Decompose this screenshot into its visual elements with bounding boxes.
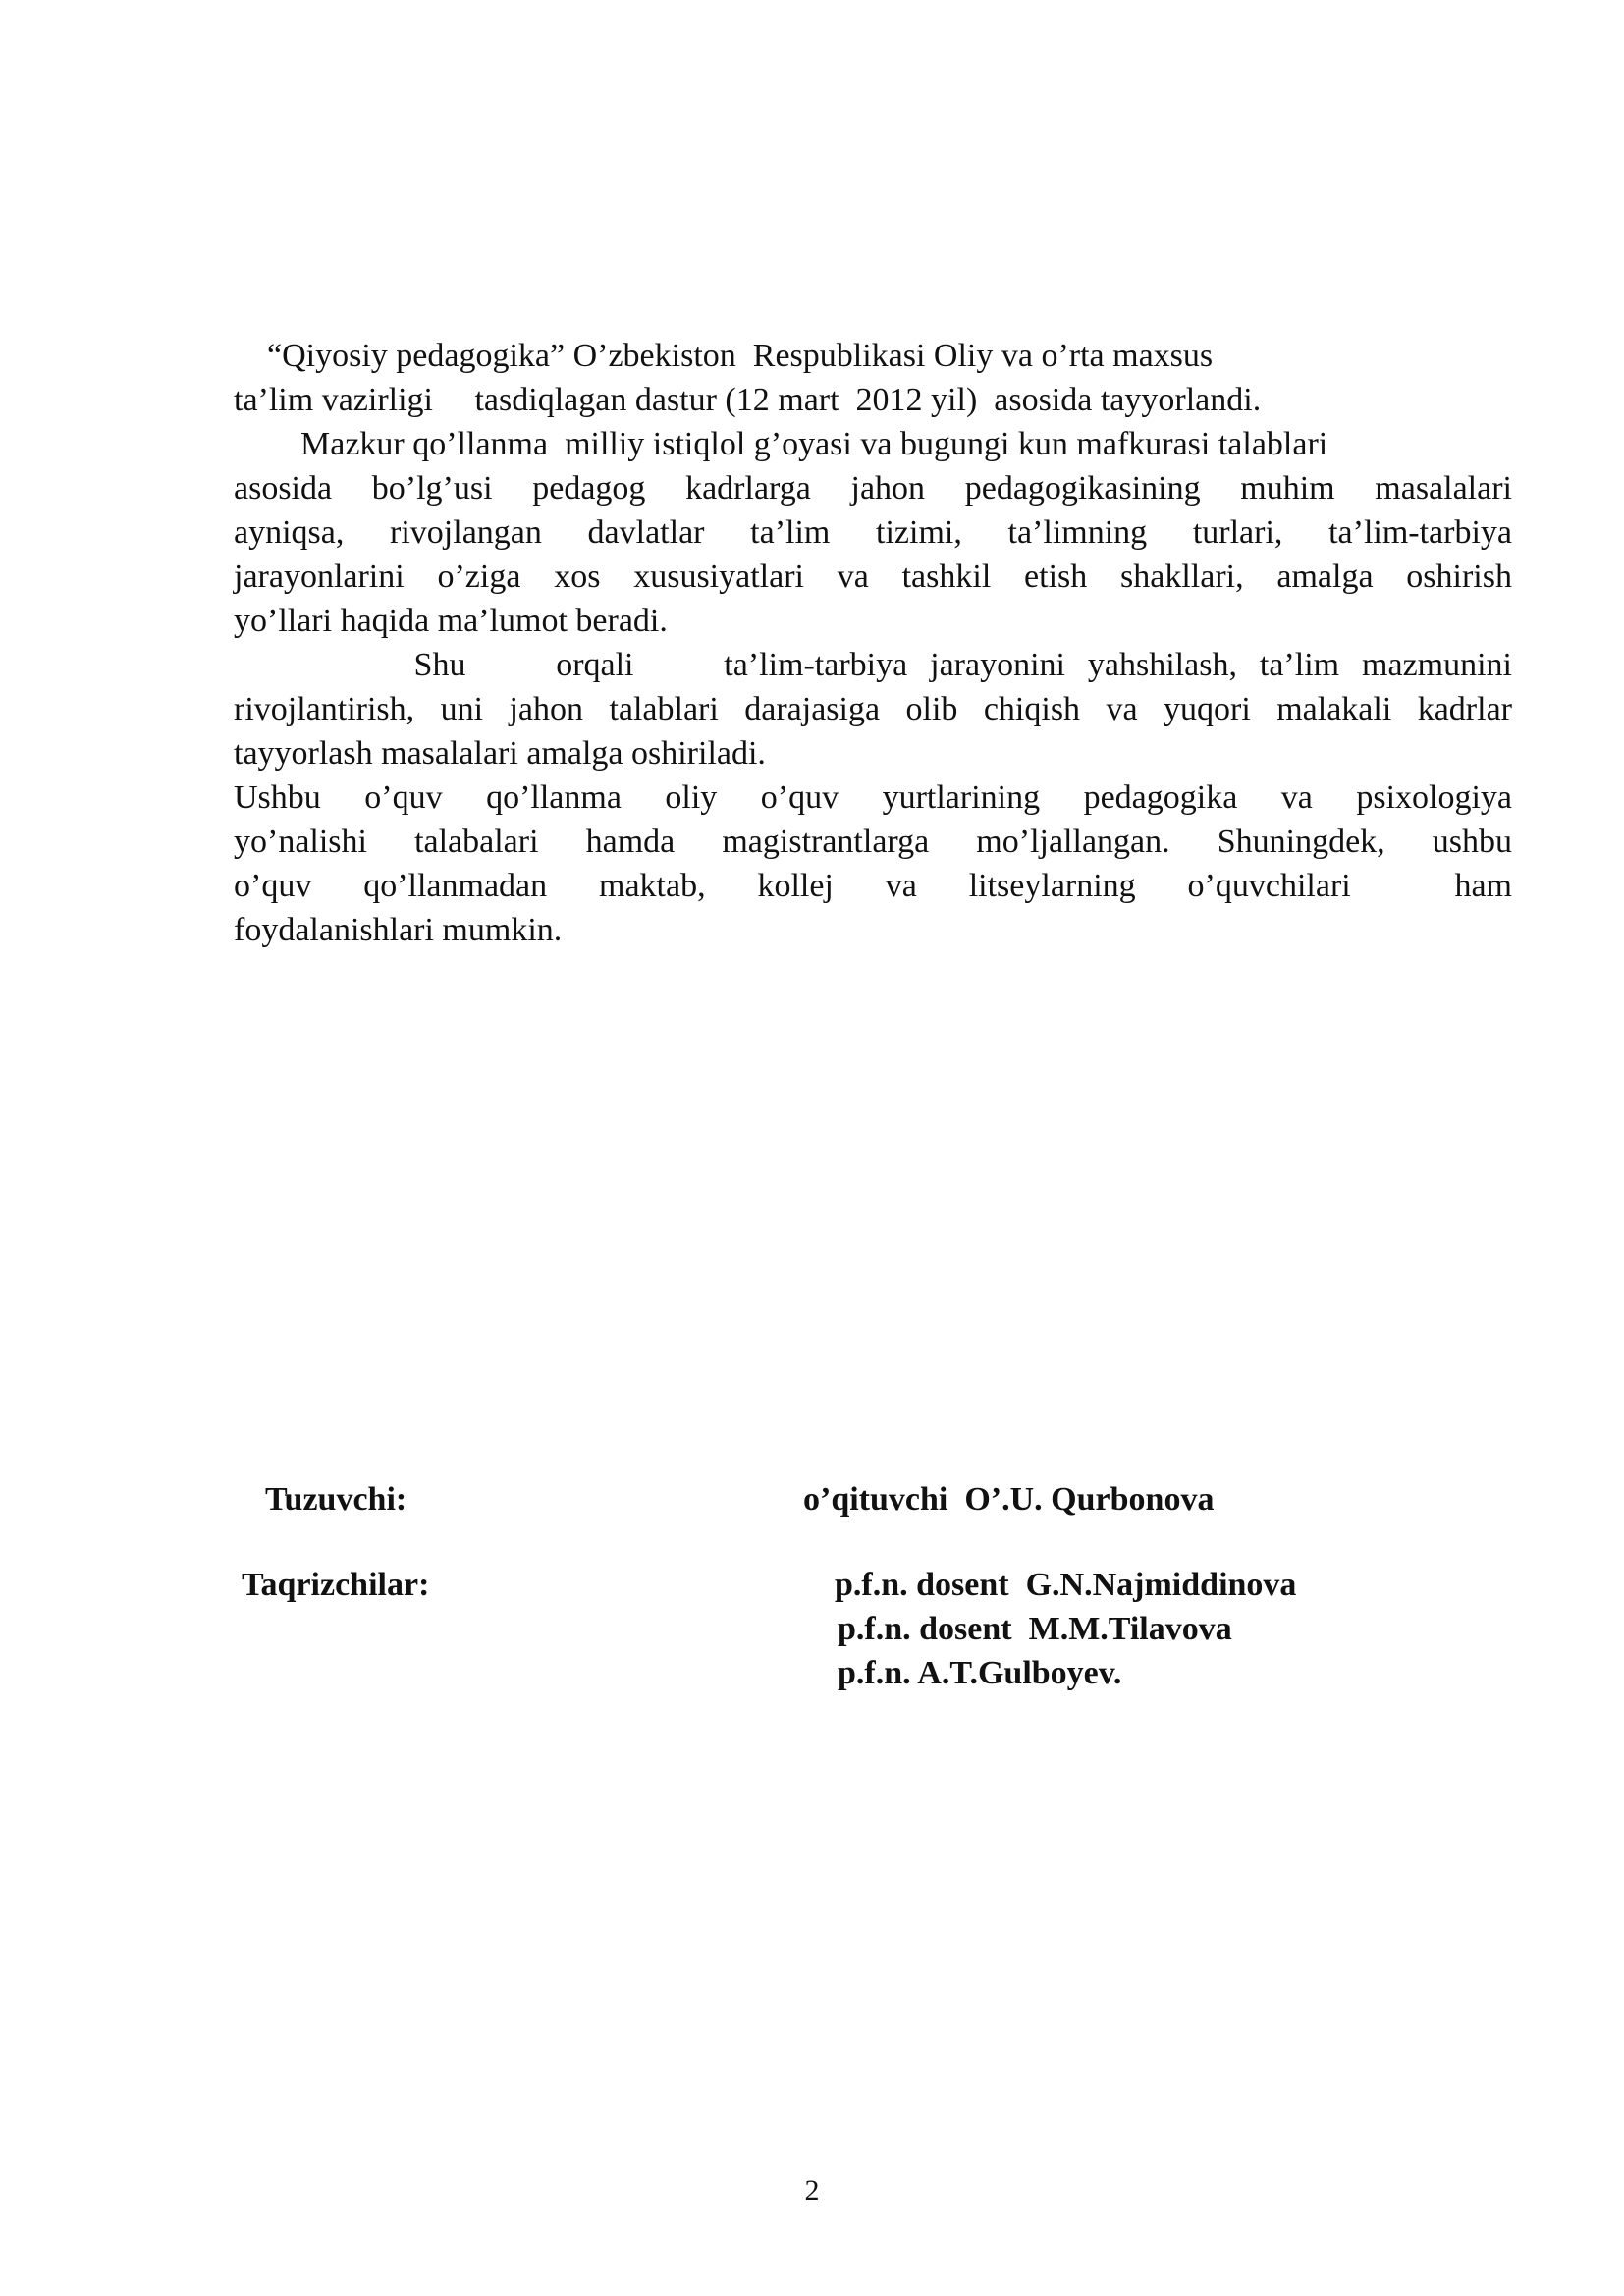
- reviewer-name: p.f.n. dosent G.N.Najmiddinova: [835, 1567, 1297, 1603]
- paragraph-line: asosida bo’lg’usi pedagog kadrlarga jahon pedagogikasining muhim masalalari: [234, 470, 1512, 507]
- reviewers-label: Taqrizchilar:: [242, 1567, 430, 1603]
- paragraph-line: yo’nalishi talabalari hamda magistrantlarga mo’ljallangan. Shuningdek, ushbu: [234, 824, 1512, 860]
- paragraph-purpose: [234, 643, 1512, 775]
- page-number: 2: [804, 2174, 820, 2207]
- paragraph-description: [234, 422, 1512, 643]
- paragraph-line: yo’llari haqida ma’lumot beradi.: [234, 603, 668, 639]
- paragraph-line: tayyorlash masalalari amalga oshiriladi.: [234, 735, 766, 772]
- paragraph-approval: [234, 334, 1512, 422]
- paragraph-line: o’quv qo’llanmadan maktab, kollej va litseylarning o’quvchilari ham: [234, 868, 1512, 904]
- reviewer-name: p.f.n. A.T.Gulboyev.: [838, 1655, 1122, 1691]
- paragraph-line: ta’lim vazirligi tasdiqlagan dastur (12 mart 2012 yil) asosida tayyorlandi.: [234, 382, 1262, 418]
- reviewer-name: p.f.n. dosent M.M.Tilavova: [838, 1611, 1232, 1647]
- paragraph-line: Mazkur qo’llanma milliy istiqlol g’oyasi va bugungi kun mafkurasi talablari: [234, 426, 1328, 462]
- compiler-name: o’qituvchi O’.U. Qurbonova: [803, 1481, 1215, 1518]
- paragraph-line: rivojlantirish, uni jahon talablari darajasiga olib chiqish va yuqori malakali kadrlar: [234, 691, 1512, 727]
- paragraph-line: Shu orqali ta’lim-tarbiya jarayonini yahshilash, ta’lim mazmunini: [234, 647, 1512, 683]
- paragraph-line: “Qiyosiy pedagogika” O’zbekiston Respublikasi Oliy va o’rta maxsus: [234, 338, 1214, 374]
- paragraph-line: ayniqsa, rivojlangan davlatlar ta’lim tizimi, ta’limning turlari, ta’lim-tarbiya: [234, 514, 1512, 551]
- paragraph-audience: [234, 775, 1512, 952]
- annotation-text: [234, 334, 1512, 952]
- paragraph-line: Ushbu o’quv qo’llanma oliy o’quv yurtlarining pedagogika va psixologiya: [234, 779, 1512, 816]
- paragraph-line: foydalanishlari mumkin.: [234, 912, 563, 948]
- compiler-label: Tuzuvchi:: [265, 1481, 407, 1518]
- paragraph-line: jarayonlarini o’ziga xos xususiyatlari va tashkil etish shakllari, amalga oshirish: [234, 559, 1512, 595]
